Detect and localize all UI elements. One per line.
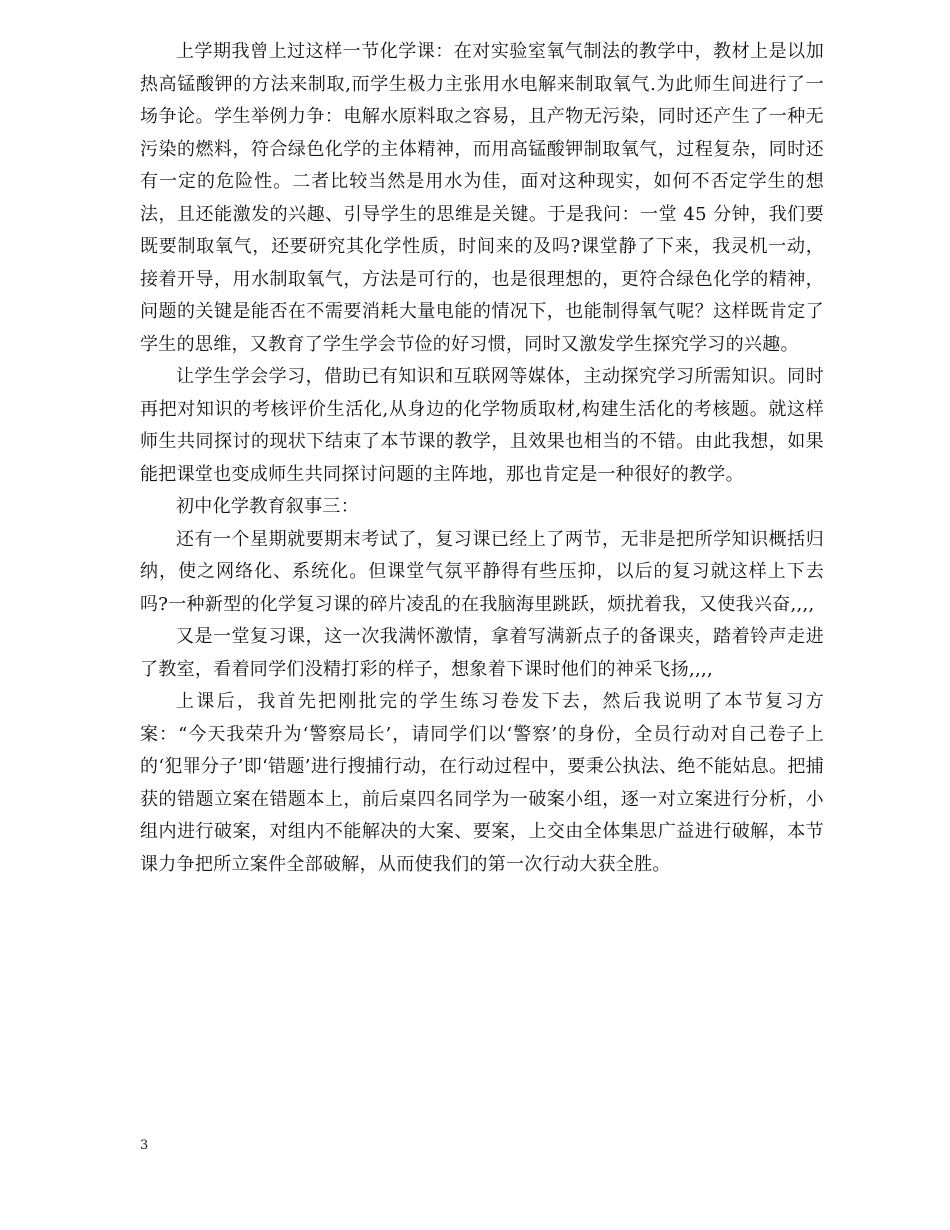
paragraph-police-plan: 上课后，我首先把刚批完的学生练习卷发下去，然后我说明了本节复习方案：“今天我荣升为‘警察局长’，请同学们以‘警察’的身份，全员行动对自己卷子上的‘犯罪分子’即‘错题’进行搜捕行动，在行动过程中，要秉公执法、绝不能姑息。把捕获的错题立案在错题本上，前后桌四名同学为一破案小组，逐一对立案进行分析，小组内进行破案，对组内不能解决的大案、要案，上交由全体集思广益进行破解，本节课力争把所立案件全部破解，从而使我们的第一次行动大获全胜。 (140, 691, 824, 875)
paragraph-review-class: 还有一个星期就要期末考试了，复习课已经上了两节，无非是把所学知识概括归纳，使之网络化、系统化。但课堂气氛平静得有些压抑，以后的复习就这样上下去吗?一种新型的化学复习课的碎片凌乱的在我脑海里跳跃，烦扰着我，又使我兴奋,,,, (140, 528, 824, 615)
document-body (140, 36, 824, 881)
paragraph-lesson-debate: 上学期我曾上过这样一节化学课：在对实验室氧气制法的教学中，教材上是以加热高锰酸钾的方法来制取,而学生极力主张用水电解来制取氧气.为此师生间进行了一场争论。学生举例力争：电解水原料取之容易，且产物无污染，同时还产生了一种无污染的燃料，符合绿色化学的主体精神，而用高锰酸钾制取氧气，过程复杂，同时还有一定的危险性。二者比较当然是用水为佳，面对这种现实，如何不否定学生的想法，且还能激发的兴趣、引导学生的思维是关键。于是我问：一堂 45 分钟，我们要既要制取氧气，还要研究其化学性质，时间来的及吗?课堂静了下来，我灵机一动，接着开导，用水制取氧气，方法是可行的，也是很理想的，更符合绿色化学的精神，问题的关键是能否在不需要消耗大量电能的情况下，也能制得氧气呢？这样既肯定了学生的思维，又教育了学生学会节俭的好习惯，同时又激发学生探究学习的兴趣。 (140, 41, 824, 355)
section-heading-narrative-three: 初中化学教育叙事三： (176, 496, 359, 517)
paragraph-learning-method: 让学生学会学习，借助已有知识和互联网等媒体，主动探究学习所需知识。同时再把对知识的考核评价生活化,从身边的化学物质取材,构建生活化的考核题。就这样师生共同探讨的现状下结束了本节课的教学，且效果也相当的不错。由此我想，如果能把课堂也变成师生共同探讨问题的主阵地，那也肯定是一种很好的教学。 (140, 366, 824, 485)
paragraph-another-review: 又是一堂复习课，这一次我满怀激情，拿着写满新点子的备课夹，踏着铃声走进了教室，看着同学们没精打彩的样子，想象着下课时他们的神采飞扬,,,, (140, 626, 824, 680)
page-number: 3 (140, 1138, 149, 1153)
